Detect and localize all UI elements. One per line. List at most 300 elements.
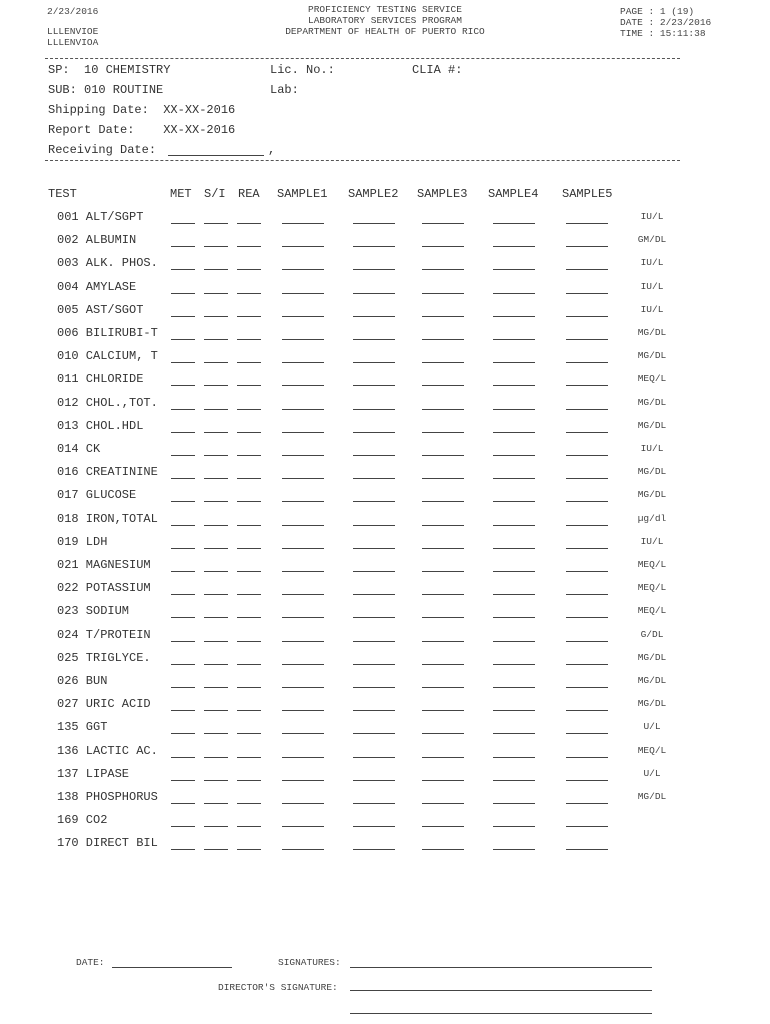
sample2-blank[interactable] [353, 571, 395, 572]
sample3-blank[interactable] [422, 803, 464, 804]
rea-blank[interactable] [237, 269, 261, 270]
met-blank[interactable] [171, 571, 195, 572]
sample4-blank[interactable] [493, 803, 535, 804]
sample4-blank[interactable] [493, 269, 535, 270]
si-blank[interactable] [204, 525, 228, 526]
si-blank[interactable] [204, 501, 228, 502]
met-blank[interactable] [171, 339, 195, 340]
si-blank[interactable] [204, 594, 228, 595]
sample3-blank[interactable] [422, 432, 464, 433]
test-name: 006 BILIRUBI-T [57, 326, 158, 340]
sample1-blank[interactable] [282, 710, 324, 711]
rea-blank[interactable] [237, 571, 261, 572]
sample2-blank[interactable] [353, 780, 395, 781]
director-signature-label: DIRECTOR'S SIGNATURE: [218, 982, 338, 993]
test-unit: MEQ/L [637, 582, 667, 594]
sample2-blank[interactable] [353, 316, 395, 317]
si-blank[interactable] [204, 641, 228, 642]
sample1-blank[interactable] [282, 409, 324, 410]
test-unit: MG/DL [637, 791, 667, 802]
sample5-blank[interactable] [566, 594, 608, 595]
test-unit: MG/DL [637, 489, 667, 501]
rea-blank[interactable] [237, 223, 261, 224]
sample3-blank[interactable] [422, 525, 464, 526]
sample1-blank[interactable] [282, 617, 324, 618]
test-name: 005 AST/SGOT [57, 302, 144, 317]
sp-field: SP: 10 CHEMISTRY [48, 63, 171, 77]
sample5-blank[interactable] [566, 664, 608, 665]
sample1-blank[interactable] [282, 269, 324, 270]
test-unit: G/DL [640, 628, 664, 640]
sample5-blank[interactable] [566, 710, 608, 711]
rea-blank[interactable] [237, 432, 261, 433]
sample3-blank[interactable] [422, 339, 464, 340]
met-blank[interactable] [171, 432, 195, 433]
header-title-2: LABORATORY SERVICES PROGRAM [308, 15, 462, 26]
sample2-blank[interactable] [353, 733, 395, 734]
sample2-blank[interactable] [353, 339, 395, 340]
header-time: TIME : 15:11:38 [620, 28, 706, 39]
rea-blank[interactable] [237, 733, 261, 734]
met-blank[interactable] [171, 780, 195, 781]
met-blank[interactable] [171, 525, 195, 526]
test-name: 025 TRIGLYCE. [57, 650, 151, 665]
receiving-date-suffix: , [268, 143, 276, 157]
sub-field: SUB: 010 ROUTINE [48, 83, 164, 97]
lic-no-label: Lic. No.: [270, 63, 335, 77]
test-name: 012 CHOL.,TOT. [57, 395, 158, 410]
si-blank[interactable] [204, 316, 228, 317]
si-blank[interactable] [204, 757, 228, 758]
sample1-blank[interactable] [282, 687, 324, 688]
test-unit: MEQ/L [637, 744, 667, 756]
signature-line[interactable] [350, 967, 652, 968]
sample3-blank[interactable] [422, 664, 464, 665]
sample5-blank[interactable] [566, 409, 608, 410]
met-blank[interactable] [171, 385, 195, 386]
sample4-blank[interactable] [493, 826, 535, 827]
test-unit: GM/DL [637, 234, 667, 246]
sample5-blank[interactable] [566, 385, 608, 386]
sample2-blank[interactable] [353, 757, 395, 758]
si-blank[interactable] [204, 710, 228, 711]
rea-blank[interactable] [237, 455, 261, 456]
test-unit: MG/DL [637, 651, 667, 663]
sample4-blank[interactable] [493, 664, 535, 665]
met-blank[interactable] [171, 687, 195, 688]
sample4-blank[interactable] [493, 432, 535, 433]
met-blank[interactable] [171, 617, 195, 618]
met-blank[interactable] [171, 269, 195, 270]
sample1-blank[interactable] [282, 432, 324, 433]
footer-date-label: DATE: [76, 957, 105, 968]
test-name: 021 MAGNESIUM [57, 558, 151, 572]
sample3-blank[interactable] [422, 780, 464, 781]
test-name: 023 SODIUM [57, 604, 130, 619]
test-unit: IU/L [640, 211, 664, 222]
sample1-blank[interactable] [282, 548, 324, 549]
rea-blank[interactable] [237, 478, 261, 479]
sample5-blank[interactable] [566, 617, 608, 618]
rea-blank[interactable] [237, 757, 261, 758]
test-name: 018 IRON,TOTAL [57, 511, 158, 526]
sample5-blank[interactable] [566, 641, 608, 642]
test-name: 027 URIC ACID [57, 697, 151, 712]
sample3-blank[interactable] [422, 362, 464, 363]
met-blank[interactable] [171, 293, 195, 294]
sample1-blank[interactable] [282, 664, 324, 665]
sample5-blank[interactable] [566, 733, 608, 734]
si-blank[interactable] [204, 269, 228, 270]
sample2-blank[interactable] [353, 246, 395, 247]
sample3-blank[interactable] [422, 849, 464, 850]
sample2-blank[interactable] [353, 478, 395, 479]
sample2-blank[interactable] [353, 826, 395, 827]
test-name: 022 POTASSIUM [57, 581, 151, 596]
si-blank[interactable] [204, 362, 228, 363]
test-unit: MG/DL [637, 419, 667, 431]
test-name: 001 ALT/SGPT [57, 210, 144, 224]
sample2-blank[interactable] [353, 501, 395, 502]
test-name: 019 LDH [57, 534, 108, 549]
test-unit: MG/DL [637, 350, 667, 362]
report-date: Report Date: XX-XX-2016 [48, 123, 236, 137]
sample5-blank[interactable] [566, 478, 608, 479]
si-blank[interactable] [204, 733, 228, 734]
test-unit: U/L [643, 721, 661, 733]
test-unit: MG/DL [637, 396, 667, 408]
sample1-blank[interactable] [282, 339, 324, 340]
si-blank[interactable] [204, 687, 228, 688]
sample1-blank[interactable] [282, 525, 324, 526]
sample2-blank[interactable] [353, 293, 395, 294]
met-blank[interactable] [171, 409, 195, 410]
sample3-blank[interactable] [422, 617, 464, 618]
si-blank[interactable] [204, 849, 228, 850]
sample1-blank[interactable] [282, 733, 324, 734]
si-blank[interactable] [204, 293, 228, 294]
test-name: 024 T/PROTEIN [57, 627, 151, 642]
sample3-blank[interactable] [422, 687, 464, 688]
rea-blank[interactable] [237, 641, 261, 642]
sample2-blank[interactable] [353, 594, 395, 595]
rea-blank[interactable] [237, 409, 261, 410]
receiving-date-blank[interactable] [168, 155, 264, 156]
test-name: 026 BUN [57, 674, 108, 688]
rea-blank[interactable] [237, 617, 261, 618]
test-name: 017 GLUCOSE [57, 488, 137, 503]
rea-blank[interactable] [237, 362, 261, 363]
sample4-blank[interactable] [493, 525, 535, 526]
sample4-blank[interactable] [493, 780, 535, 781]
met-blank[interactable] [171, 455, 195, 456]
test-unit: IU/L [640, 280, 664, 292]
sample5-blank[interactable] [566, 525, 608, 526]
met-blank[interactable] [171, 757, 195, 758]
sample5-blank[interactable] [566, 780, 608, 781]
sample3-blank[interactable] [422, 757, 464, 758]
user-code-2: LLLENVIOA [47, 37, 99, 48]
sample3-blank[interactable] [422, 571, 464, 572]
header-title-3: DEPARTMENT OF HEALTH OF PUERTO RICO [285, 26, 485, 37]
sample1-blank[interactable] [282, 316, 324, 317]
sample2-blank[interactable] [353, 687, 395, 688]
sample4-blank[interactable] [493, 362, 535, 363]
sample2-blank[interactable] [353, 269, 395, 270]
si-blank[interactable] [204, 803, 228, 804]
si-blank[interactable] [204, 780, 228, 781]
test-unit: IU/L [640, 303, 664, 315]
met-blank[interactable] [171, 826, 195, 827]
sample5-blank[interactable] [566, 757, 608, 758]
divider-top [45, 58, 680, 59]
met-blank[interactable] [171, 803, 195, 804]
sample1-blank[interactable] [282, 571, 324, 572]
sample5-blank[interactable] [566, 455, 608, 456]
sample3-blank[interactable] [422, 246, 464, 247]
sample5-blank[interactable] [566, 269, 608, 270]
rea-blank[interactable] [237, 339, 261, 340]
si-blank[interactable] [204, 548, 228, 549]
header-date-right: DATE : 2/23/2016 [620, 17, 712, 28]
col-met: MET [170, 187, 192, 201]
sample2-blank[interactable] [353, 641, 395, 642]
sample2-blank[interactable] [353, 525, 395, 526]
sample5-blank[interactable] [566, 316, 608, 317]
sample1-blank[interactable] [282, 501, 324, 502]
rea-blank[interactable] [237, 780, 261, 781]
sample3-blank[interactable] [422, 478, 464, 479]
test-unit: MEQ/L [637, 373, 667, 385]
sample5-blank[interactable] [566, 501, 608, 502]
sample5-blank[interactable] [566, 223, 608, 224]
test-unit: U/L [643, 767, 661, 779]
met-blank[interactable] [171, 501, 195, 502]
sample4-blank[interactable] [493, 733, 535, 734]
met-blank[interactable] [171, 548, 195, 549]
rea-blank[interactable] [237, 803, 261, 804]
met-blank[interactable] [171, 316, 195, 317]
rea-blank[interactable] [237, 501, 261, 502]
sample3-blank[interactable] [422, 594, 464, 595]
sample4-blank[interactable] [493, 548, 535, 549]
col-test: TEST [48, 187, 77, 201]
print-date: 2/23/2016 [47, 6, 99, 17]
sample4-blank[interactable] [493, 617, 535, 618]
sample3-blank[interactable] [422, 409, 464, 410]
met-blank[interactable] [171, 362, 195, 363]
sample3-blank[interactable] [422, 501, 464, 502]
test-unit: µg/dl [637, 512, 667, 524]
met-blank[interactable] [171, 246, 195, 247]
col-sample3: SAMPLE3 [417, 187, 468, 201]
met-blank[interactable] [171, 478, 195, 479]
sample4-blank[interactable] [493, 710, 535, 711]
test-name: 170 DIRECT BIL [57, 836, 158, 851]
sample5-blank[interactable] [566, 571, 608, 572]
sample1-blank[interactable] [282, 780, 324, 781]
col-sample2: SAMPLE2 [348, 187, 399, 201]
rea-blank[interactable] [237, 293, 261, 294]
sample3-blank[interactable] [422, 733, 464, 734]
test-unit: MEQ/L [637, 605, 667, 617]
sample1-blank[interactable] [282, 757, 324, 758]
rea-blank[interactable] [237, 710, 261, 711]
header-title-1: PROFICIENCY TESTING SERVICE [308, 4, 462, 15]
sample4-blank[interactable] [493, 385, 535, 386]
sample2-blank[interactable] [353, 432, 395, 433]
sample2-blank[interactable] [353, 548, 395, 549]
sample1-blank[interactable] [282, 641, 324, 642]
si-blank[interactable] [204, 664, 228, 665]
sample1-blank[interactable] [282, 826, 324, 827]
test-name: 135 GGT [57, 720, 108, 735]
sample4-blank[interactable] [493, 478, 535, 479]
sample2-blank[interactable] [353, 362, 395, 363]
met-blank[interactable] [171, 849, 195, 850]
sample2-blank[interactable] [353, 617, 395, 618]
met-blank[interactable] [171, 710, 195, 711]
sample3-blank[interactable] [422, 826, 464, 827]
sample1-blank[interactable] [282, 478, 324, 479]
director-signature-line[interactable] [350, 990, 652, 991]
si-blank[interactable] [204, 571, 228, 572]
col-si: S/I [204, 187, 226, 201]
sample1-blank[interactable] [282, 455, 324, 456]
sample2-blank[interactable] [353, 409, 395, 410]
met-blank[interactable] [171, 223, 195, 224]
si-blank[interactable] [204, 826, 228, 827]
sample2-blank[interactable] [353, 710, 395, 711]
divider-info [45, 160, 680, 161]
rea-blank[interactable] [237, 849, 261, 850]
sample4-blank[interactable] [493, 571, 535, 572]
sample4-blank[interactable] [493, 455, 535, 456]
met-blank[interactable] [171, 733, 195, 734]
si-blank[interactable] [204, 455, 228, 456]
sample2-blank[interactable] [353, 223, 395, 224]
sample3-blank[interactable] [422, 548, 464, 549]
sample5-blank[interactable] [566, 293, 608, 294]
sample1-blank[interactable] [282, 223, 324, 224]
sample3-blank[interactable] [422, 641, 464, 642]
sample5-blank[interactable] [566, 246, 608, 247]
col-rea: REA [238, 187, 260, 201]
rea-blank[interactable] [237, 316, 261, 317]
rea-blank[interactable] [237, 664, 261, 665]
rea-blank[interactable] [237, 687, 261, 688]
sample1-blank[interactable] [282, 246, 324, 247]
test-unit: MG/DL [637, 466, 667, 478]
extra-signature-line[interactable] [350, 1013, 652, 1014]
rea-blank[interactable] [237, 826, 261, 827]
sample4-blank[interactable] [493, 757, 535, 758]
sample5-blank[interactable] [566, 362, 608, 363]
signatures-label: SIGNATURES: [278, 957, 341, 968]
sample1-blank[interactable] [282, 803, 324, 804]
si-blank[interactable] [204, 223, 228, 224]
lab-label: Lab: [270, 83, 299, 97]
sample1-blank[interactable] [282, 594, 324, 595]
test-name: 169 CO2 [57, 813, 108, 828]
sample5-blank[interactable] [566, 826, 608, 827]
sample3-blank[interactable] [422, 269, 464, 270]
sample2-blank[interactable] [353, 455, 395, 456]
test-unit: IU/L [640, 257, 664, 269]
rea-blank[interactable] [237, 594, 261, 595]
page-indicator: PAGE : 1 (19) [620, 6, 695, 17]
sample4-blank[interactable] [493, 293, 535, 294]
col-sample5: SAMPLE5 [562, 187, 613, 201]
si-blank[interactable] [204, 409, 228, 410]
si-blank[interactable] [204, 246, 228, 247]
sample5-blank[interactable] [566, 803, 608, 804]
rea-blank[interactable] [237, 525, 261, 526]
si-blank[interactable] [204, 385, 228, 386]
si-blank[interactable] [204, 478, 228, 479]
sample1-blank[interactable] [282, 293, 324, 294]
sample1-blank[interactable] [282, 849, 324, 850]
rea-blank[interactable] [237, 246, 261, 247]
col-sample1: SAMPLE1 [277, 187, 328, 201]
sample5-blank[interactable] [566, 548, 608, 549]
sample3-blank[interactable] [422, 223, 464, 224]
met-blank[interactable] [171, 641, 195, 642]
sample2-blank[interactable] [353, 803, 395, 804]
test-name: 137 LIPASE [57, 766, 130, 781]
sample4-blank[interactable] [493, 641, 535, 642]
sample1-blank[interactable] [282, 385, 324, 386]
sample4-blank[interactable] [493, 409, 535, 410]
sample3-blank[interactable] [422, 293, 464, 294]
sample3-blank[interactable] [422, 316, 464, 317]
sample5-blank[interactable] [566, 687, 608, 688]
sample1-blank[interactable] [282, 362, 324, 363]
sample2-blank[interactable] [353, 849, 395, 850]
sample5-blank[interactable] [566, 339, 608, 340]
met-blank[interactable] [171, 594, 195, 595]
sample4-blank[interactable] [493, 849, 535, 850]
test-name: 138 PHOSPHORUS [57, 790, 158, 804]
sample2-blank[interactable] [353, 664, 395, 665]
sample3-blank[interactable] [422, 455, 464, 456]
rea-blank[interactable] [237, 548, 261, 549]
sample5-blank[interactable] [566, 849, 608, 850]
sample3-blank[interactable] [422, 710, 464, 711]
test-name: 004 AMYLASE [57, 279, 137, 294]
met-blank[interactable] [171, 664, 195, 665]
sample4-blank[interactable] [493, 501, 535, 502]
sample4-blank[interactable] [493, 316, 535, 317]
sample4-blank[interactable] [493, 246, 535, 247]
sample5-blank[interactable] [566, 432, 608, 433]
test-unit: MG/DL [637, 698, 667, 710]
sample2-blank[interactable] [353, 385, 395, 386]
sample4-blank[interactable] [493, 339, 535, 340]
sample4-blank[interactable] [493, 594, 535, 595]
rea-blank[interactable] [237, 385, 261, 386]
si-blank[interactable] [204, 432, 228, 433]
test-name: 016 CREATININE [57, 465, 158, 480]
si-blank[interactable] [204, 339, 228, 340]
footer-date-line[interactable] [112, 967, 232, 968]
sample4-blank[interactable] [493, 687, 535, 688]
test-unit: MG/DL [637, 675, 667, 686]
sample4-blank[interactable] [493, 223, 535, 224]
sample3-blank[interactable] [422, 385, 464, 386]
si-blank[interactable] [204, 617, 228, 618]
test-unit: MG/DL [637, 327, 667, 338]
